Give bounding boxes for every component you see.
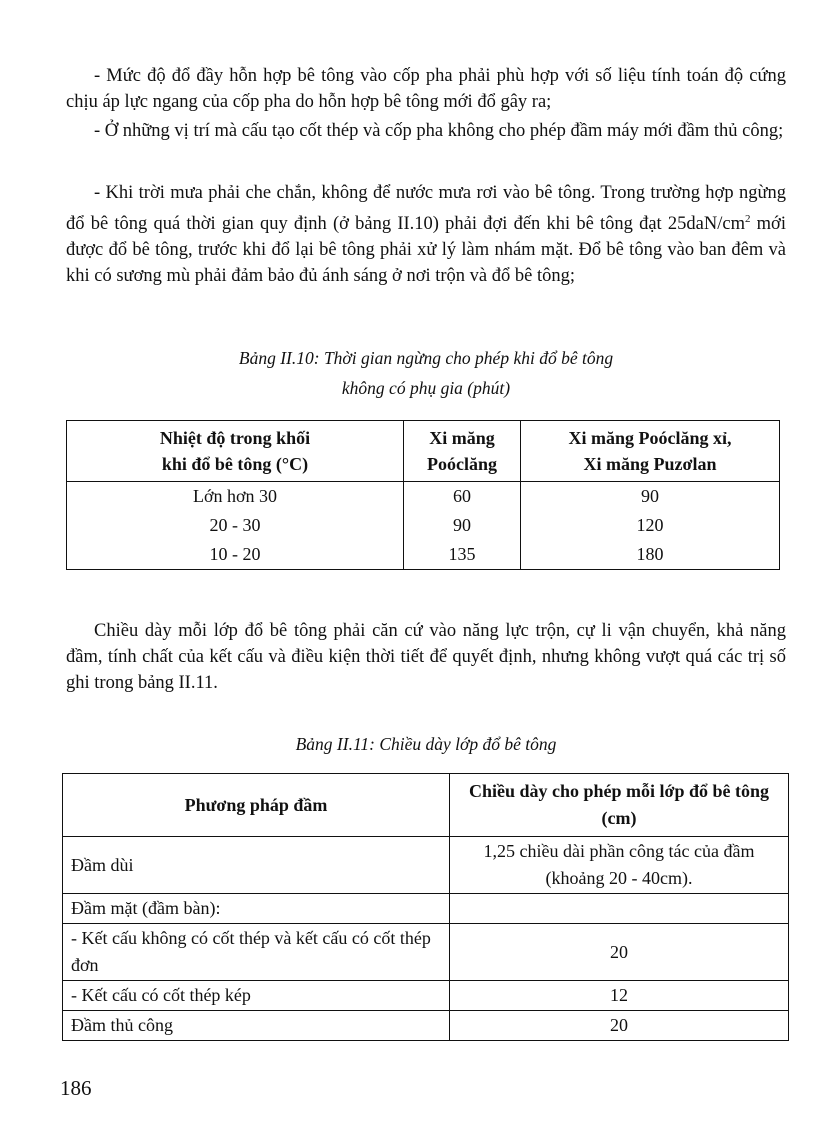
- table-layer-thickness: [62, 773, 789, 1041]
- table-pause-time: [66, 420, 780, 570]
- table1-caption-line1: Bảng II.10: Thời gian ngừng cho phép khi đổ bê tông: [238, 348, 614, 368]
- table1-header-temperature: [67, 421, 404, 482]
- table-cell: 120: [521, 511, 780, 540]
- table-cell: - Kết cấu có cốt thép kép: [63, 981, 450, 1011]
- table-cell: - Kết cấu không có cốt thép và kết cấu có cốt thép đơn: [63, 924, 450, 981]
- table-cell: 12: [450, 981, 789, 1011]
- table2-header-thickness: Chiều dày cho phép mỗi lớp đổ bê tông (cm): [450, 774, 789, 837]
- superscript-2: 2: [744, 213, 751, 225]
- table-row: [63, 924, 789, 981]
- table1-header-slag-pozzolan: [521, 421, 780, 482]
- header-line: Xi măng: [429, 428, 495, 448]
- table-cell: 90: [404, 511, 521, 540]
- table2-caption: Bảng II.11: Chiều dày lớp đổ bê tông: [295, 734, 557, 754]
- table-cell: 10 - 20: [67, 540, 404, 570]
- table-row: [63, 837, 789, 894]
- table-cell: 60: [404, 482, 521, 512]
- table-cell: Đầm thủ công: [63, 1011, 450, 1041]
- page-number: 186: [60, 1076, 92, 1100]
- paragraph-rain-protection: [66, 180, 786, 289]
- table2-header-row: [63, 774, 789, 837]
- header-line: Xi măng Puzơlan: [583, 454, 717, 474]
- table1-header-portland: [404, 421, 521, 482]
- table1-header-row: [67, 421, 780, 482]
- table-row: [67, 540, 780, 570]
- header-line: khi đổ bê tông (°C): [161, 454, 309, 474]
- table-row: [63, 1011, 789, 1041]
- table-cell: 135: [404, 540, 521, 570]
- table-row: [63, 894, 789, 924]
- paragraph-layer-thickness: Chiều dày mỗi lớp đổ bê tông phải căn cứ vào năng lực trộn, cự li vận chuyển, khả năng đầm, tính chất của kết cấu và điều kiện thời tiết để quyết định, nhưng không vượt quá các trị số ghi trong bảng II.11.: [66, 621, 786, 693]
- table1-caption-line2: không có phụ gia (phút): [341, 378, 511, 398]
- table-cell: 1,25 chiều dài phần công tác của đầm (khoảng 20 - 40cm).: [450, 837, 789, 894]
- table-cell: Đầm mặt (đầm bàn):: [63, 894, 450, 924]
- header-line: Poóclăng: [427, 454, 497, 474]
- table2-header-method: Phương pháp đầm: [63, 774, 450, 837]
- table-cell: Đầm dùi: [63, 837, 450, 894]
- table-cell: 180: [521, 540, 780, 570]
- table-cell: 20 - 30: [67, 511, 404, 540]
- header-line: Xi măng Poóclăng xỉ,: [568, 428, 732, 448]
- table-row: [67, 511, 780, 540]
- paragraph-rain-text-a: - Khi trời mưa phải che chắn, không để nước mưa rơi vào bê tông. Trong trường hợp ngừng đổ bê tông quá thời gian quy định (ở bảng II.10) phải đợi đến khi bê tông đạt 25daN/cm: [66, 183, 786, 235]
- table-cell: 20: [450, 924, 789, 981]
- table-cell: [450, 894, 789, 924]
- table-cell: 20: [450, 1011, 789, 1041]
- paragraph-manual-compaction: - Ở những vị trí mà cấu tạo cốt thép và cốp pha không cho phép đầm máy mới đầm thủ công;: [94, 121, 784, 141]
- paragraph-concrete-fill-level: - Mức độ đổ đầy hỗn hợp bê tông vào cốp pha phải phù hợp với số liệu tính toán độ cứng chịu áp lực ngang của cốp pha do hỗn hợp bê tông mới đổ gây ra;: [66, 66, 786, 112]
- table-row: [67, 482, 780, 512]
- paragraph-rain-text-b: mới được đổ bê tông, trước khi đổ lại bê tông phải xử lý làm nhám mặt. Đổ bê tông vào ban đêm và khi có sương mù phải đảm bảo đủ ánh sáng ở nơi trộn và đổ bê tông;: [66, 214, 786, 287]
- table-row: [63, 981, 789, 1011]
- header-line: Nhiệt độ trong khối: [159, 428, 311, 448]
- table-cell: Lớn hơn 30: [67, 482, 404, 512]
- table-cell: 90: [521, 482, 780, 512]
